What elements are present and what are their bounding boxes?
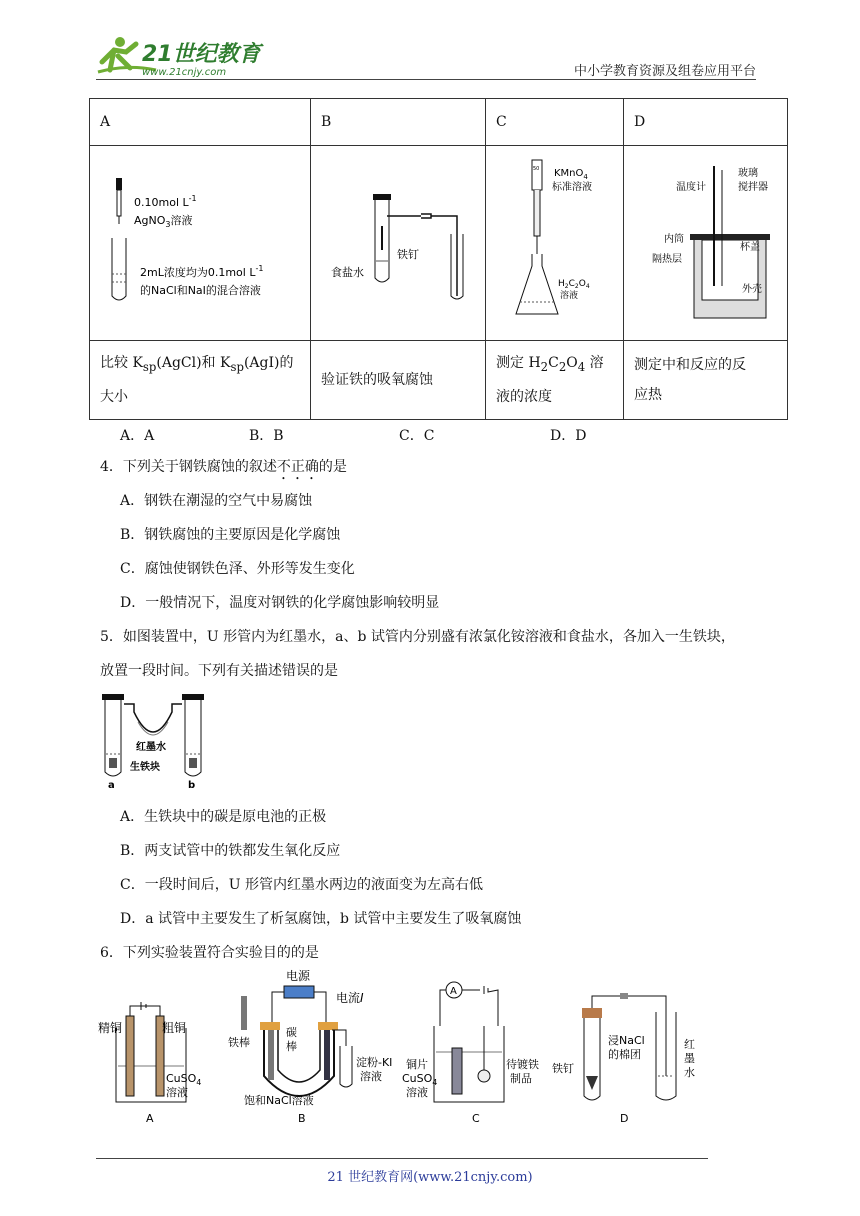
q6-figure-c [402, 982, 539, 1125]
svg-text:浸NaCl: 浸NaCl [608, 1034, 645, 1047]
q3-option-c[interactable]: C．C [399, 428, 435, 444]
svg-text:墨: 墨 [684, 1052, 695, 1065]
q3-option-b[interactable]: B．B [249, 428, 284, 444]
figure-d [634, 146, 777, 336]
svg-text:C: C [472, 1112, 480, 1125]
svg-text:水: 水 [684, 1066, 695, 1079]
svg-text:制品: 制品 [510, 1072, 532, 1085]
logo-url: www.21cnjy.com [142, 67, 227, 78]
svg-text:的NaCl和NaI的混合溶液: 的NaCl和NaI的混合溶液 [140, 284, 261, 297]
desc-d: 测定中和反应的反 应热 [624, 341, 788, 420]
platform-name: 中小学教育资源及组卷应用平台 [573, 64, 756, 79]
svg-text:淀粉-KI: 淀粉-KI [356, 1056, 393, 1069]
question3-table [89, 98, 788, 420]
figure-d-cell [624, 146, 788, 341]
desc-b: 验证铁的吸氧腐蚀 [311, 341, 486, 420]
desc-a: 比较 $K_{sp}(AgCl)$和 $K_{sp}(AgI)$的 大小 [90, 341, 311, 420]
figure-b-cell [311, 146, 486, 341]
svg-text:铁钉: 铁钉 [397, 248, 419, 261]
figure-c [496, 146, 613, 336]
svg-text:AgNO3溶液: AgNO$_3$溶液 [134, 214, 193, 229]
svg-text:精铜: 精铜 [98, 1021, 123, 1035]
svg-text:生铁块: 生铁块 [130, 762, 160, 773]
svg-text:A: A [146, 1112, 154, 1125]
svg-text:b: b [188, 780, 196, 791]
svg-text:铁钉: 铁钉 [552, 1062, 574, 1075]
svg-text:溶液: 溶液 [406, 1086, 428, 1099]
svg-text:搅拌器: 搅拌器 [738, 182, 768, 193]
svg-text:标准溶液: 标准溶液 [552, 182, 592, 193]
svg-text:内筒: 内筒 [664, 234, 684, 245]
svg-text:铁棒: 铁棒 [228, 1036, 250, 1049]
q6-figure-b [228, 968, 392, 1125]
svg-text:CuSO4: CuSO$_4$ [402, 1072, 438, 1087]
svg-text:饱和NaCl溶液: 饱和NaCl溶液 [244, 1094, 314, 1107]
svg-text:铜片: 铜片 [406, 1058, 428, 1071]
col-header-d: D [624, 99, 788, 146]
svg-text:0.10mol L-1: 0.10mol $L^{-1}$ [134, 194, 197, 209]
svg-text:电流I: 电流I [336, 991, 364, 1005]
svg-text:50: 50 [533, 166, 540, 172]
q5-stem-line2: 放置一段时间。下列有关描述错误的是 [100, 663, 338, 679]
figure-c-cell [486, 146, 624, 341]
q5-option-d[interactable]: D．a 试管中主要发生了析氢腐蚀，b 试管中主要发生了吸氧腐蚀 [120, 911, 522, 927]
svg-text:CuSO4: CuSO$_4$ [166, 1072, 202, 1087]
svg-text:待镀铁: 待镀铁 [506, 1058, 539, 1071]
svg-text:D: D [620, 1112, 629, 1125]
figure-a [100, 146, 300, 336]
svg-text:外壳: 外壳 [742, 284, 762, 295]
svg-text:的棉团: 的棉团 [608, 1048, 641, 1061]
q6-figure-a [98, 1002, 201, 1125]
svg-text:电源: 电源 [286, 969, 311, 983]
svg-text:A: A [450, 986, 457, 997]
q3-option-d[interactable]: D．D [550, 428, 587, 444]
col-header-a: A [90, 99, 311, 146]
q5-option-a[interactable]: A．生铁块中的碳是原电池的正极 [120, 809, 327, 825]
svg-text:溶液: 溶液 [166, 1086, 188, 1099]
q5-option-c[interactable]: C．一段时间后，U 形管内红墨水两边的液面变为左高右低 [120, 877, 483, 893]
svg-text:碳: 碳 [286, 1026, 297, 1039]
q4-option-d[interactable]: D．一般情况下，温度对钢铁的化学腐蚀影响较明显 [120, 595, 440, 611]
q5-option-b[interactable]: B．两支试管中的铁都发生氧化反应 [120, 843, 341, 859]
svg-text:溶液: 溶液 [360, 1070, 382, 1083]
svg-text:隔热层: 隔热层 [652, 254, 682, 265]
q5-stem-line1: 5．如图装置中，U 形管内为红墨水，a、b 试管内分别盛有浓氯化铵溶液和食盐水，各加入一生铁块， [100, 629, 735, 645]
header-divider [96, 79, 756, 80]
q4-option-a[interactable]: A．钢铁在潮湿的空气中易腐蚀 [120, 493, 313, 509]
figure-a-cell [90, 146, 311, 341]
svg-text:H2C2O4: $H_2C_2O_4$ [558, 279, 590, 290]
logo-text: 21世纪教育 [142, 42, 261, 67]
svg-text:温度计: 温度计 [676, 182, 706, 193]
col-header-b: B [311, 99, 486, 146]
q4-option-c[interactable]: C．腐蚀使钢铁色泽、外形等发生变化 [120, 561, 355, 577]
q6-figures [96, 966, 716, 1130]
svg-text:食盐水: 食盐水 [331, 266, 364, 279]
svg-text:红: 红 [684, 1038, 695, 1051]
figure-b [321, 146, 475, 336]
q3-option-a[interactable]: A．A [120, 428, 155, 444]
desc-c: 测定 $H_2C_2O_4$ 溶 液的浓度 [486, 341, 624, 420]
svg-text:粗铜: 粗铜 [162, 1021, 187, 1035]
svg-text:a: a [108, 780, 115, 791]
col-header-c: C [486, 99, 624, 146]
q5-figure [100, 692, 220, 796]
q6-figure-d [552, 994, 695, 1125]
svg-text:2mL浓度均为0.1mol L-1: 2mL浓度均为0.1mol $L^{-1}$ [140, 264, 264, 279]
svg-text:棒: 棒 [286, 1040, 297, 1053]
q4-option-b[interactable]: B．钢铁腐蚀的主要原因是化学腐蚀 [120, 527, 341, 543]
q6-stem: 6．下列实验装置符合实验目的的是 [100, 945, 319, 961]
q4-stem: 4．下列关于钢铁腐蚀的叙述不正确的是 [100, 459, 347, 475]
svg-text:B: B [298, 1112, 306, 1125]
site-logo [96, 34, 266, 80]
svg-text:溶液: 溶液 [560, 291, 579, 301]
svg-text:KMnO4: KMnO$_4$ [554, 168, 588, 181]
footer-text[interactable]: 21 世纪教育网(www.21cnjy.com) [327, 1170, 533, 1185]
svg-text:杯盖: 杯盖 [740, 242, 760, 253]
svg-text:玻璃: 玻璃 [738, 168, 758, 179]
footer-divider [96, 1158, 708, 1159]
svg-text:红墨水: 红墨水 [136, 742, 166, 753]
